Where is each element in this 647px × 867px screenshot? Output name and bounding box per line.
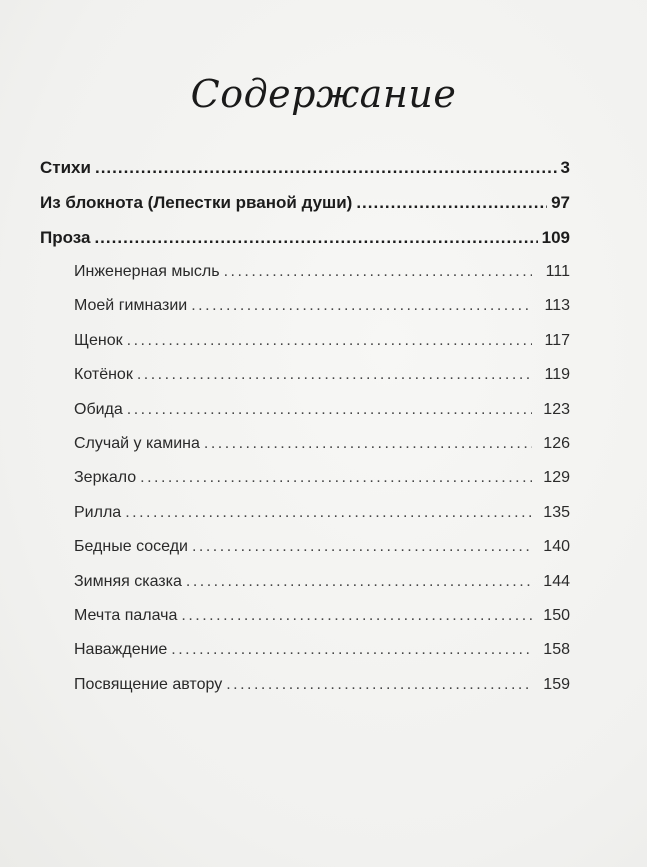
toc-subentry — [40, 324, 570, 358]
dot-leader — [94, 220, 537, 255]
toc-subentry-page: 158 — [543, 641, 570, 659]
toc-subentry-label: Зеркало — [74, 469, 137, 487]
toc-subentry — [40, 393, 570, 427]
toc-subentry-label: Инженерная мысль — [74, 263, 220, 280]
page-title: Содержание — [190, 72, 457, 116]
dot-leader — [127, 324, 532, 358]
toc-subentry — [40, 565, 570, 599]
toc-subentry-page: 126 — [543, 434, 570, 452]
toc-subentry-label: Мечта палача — [74, 606, 178, 624]
toc-subentry-page: 144 — [543, 572, 570, 590]
dot-leader — [140, 461, 532, 495]
toc-entry-label: Стихи — [40, 158, 91, 177]
toc-subentry — [40, 461, 570, 495]
dot-leader — [181, 599, 532, 633]
toc-entry-prose — [40, 220, 570, 255]
toc-subentry-page: 129 — [543, 469, 570, 487]
toc-subentry-label: Бедные соседи — [74, 538, 188, 556]
dot-leader — [127, 393, 532, 427]
toc-subentry — [40, 496, 570, 530]
toc-subentry — [40, 289, 570, 323]
toc-entry-notebook — [40, 185, 570, 220]
dot-leader — [224, 255, 532, 289]
toc-entry-label: Из блокнота (Лепестки рваной души) — [40, 193, 353, 212]
table-of-contents — [40, 150, 570, 702]
toc-subentry-page: 140 — [543, 538, 570, 556]
toc-subentry-page: 111 — [545, 263, 570, 280]
dot-leader — [191, 289, 532, 323]
toc-subentry-page: 159 — [543, 675, 570, 693]
dot-leader — [356, 185, 547, 220]
toc-subentry-label: Наваждение — [74, 641, 168, 659]
toc-subentry-label: Случай у камина — [74, 434, 200, 452]
toc-subentry-label: Зимняя сказка — [74, 572, 182, 590]
dot-leader — [125, 496, 532, 530]
toc-subentry-label: Рилла — [74, 503, 122, 521]
toc-subentry-label: Моей гимназии — [74, 297, 188, 315]
toc-subentry-page: 113 — [544, 297, 570, 315]
toc-subentry-page: 135 — [543, 503, 570, 521]
toc-subentry-page: 119 — [544, 366, 570, 384]
toc-subentry-label: Котёнок — [74, 366, 133, 384]
toc-subentry — [40, 358, 570, 392]
toc-subentry — [40, 633, 570, 667]
toc-subentry — [40, 427, 570, 461]
toc-entry-label: Проза — [40, 228, 91, 247]
toc-subentry — [40, 255, 570, 289]
dot-leader — [204, 427, 532, 461]
toc-entry-page: 3 — [560, 158, 570, 177]
toc-subentry-label: Посвящение автору — [74, 675, 223, 693]
toc-entry-poems — [40, 150, 570, 185]
toc-subentry-label: Обида — [74, 400, 123, 418]
toc-subentry-label: Щенок — [74, 331, 123, 349]
dot-leader — [192, 530, 532, 564]
dot-leader — [171, 633, 532, 667]
toc-subentry-page: 150 — [543, 606, 570, 624]
toc-entry-page: 109 — [541, 228, 570, 247]
dot-leader — [186, 565, 532, 599]
dot-leader — [137, 358, 532, 392]
toc-entry-page: 97 — [551, 193, 570, 212]
toc-subentry-page: 117 — [544, 331, 570, 349]
toc-subentry — [40, 668, 570, 702]
dot-leader — [226, 668, 532, 702]
toc-subentry — [40, 530, 570, 564]
dot-leader — [95, 150, 557, 185]
toc-subentry-page: 123 — [543, 400, 570, 418]
toc-subentry — [40, 599, 570, 633]
